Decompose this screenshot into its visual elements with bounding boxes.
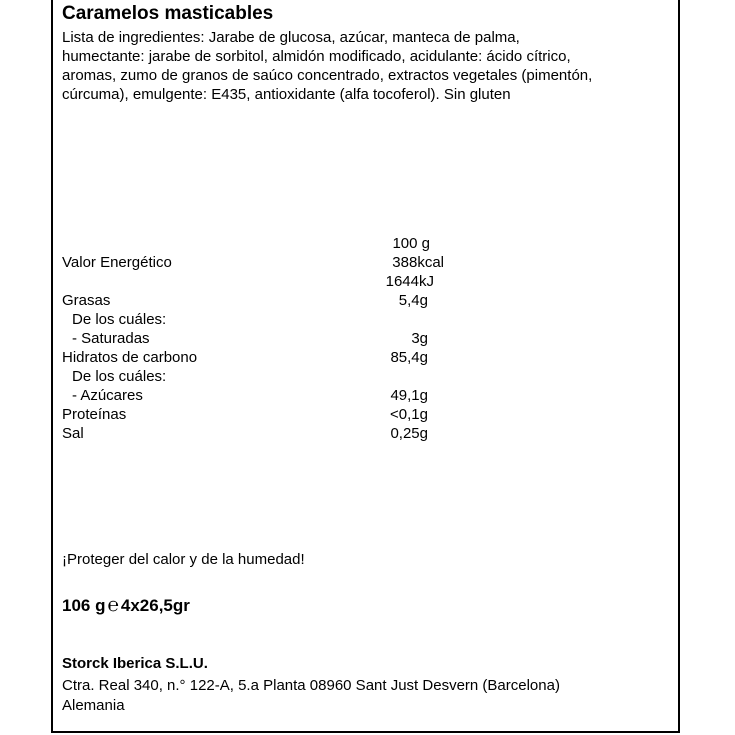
nutrient-value: 49,1g [390, 387, 428, 404]
nutrient-label: Grasas [62, 292, 111, 309]
estimated-sign-icon: ℮ [107, 595, 119, 616]
nutrient-value: 0,25g [390, 425, 428, 442]
nutrition-row [62, 406, 428, 425]
nutrient-value: 3g [411, 330, 428, 347]
company-country: Alemania [62, 697, 125, 714]
net-weight [62, 595, 190, 617]
ingredients-line: aromas, zumo de granos de saúco concentrado, extractos vegetales (pimentón, [62, 67, 593, 84]
nutrition-row [62, 273, 434, 292]
product-title: Caramelos masticables [62, 3, 274, 24]
net-weight-value: 106 g [62, 596, 106, 615]
ingredients-line: cúrcuma), emulgente: E435, antioxidante (alfa tocoferol). Sin gluten [62, 86, 511, 103]
nutrition-header: 100 g [392, 235, 430, 252]
nutrition-row [62, 254, 444, 273]
nutrient-label: De los cuáles: [72, 368, 167, 385]
ingredients-list [62, 28, 662, 104]
nutrition-row [62, 368, 442, 387]
nutrient-value: 85,4g [390, 349, 428, 366]
nutrition-row [62, 330, 428, 349]
nutrition-row [62, 292, 428, 311]
company-name: Storck Iberica S.L.U. [62, 655, 208, 672]
portion-count: 4x26,5gr [120, 596, 190, 615]
nutrient-label: Proteínas [62, 406, 127, 423]
nutrient-value: 5,4g [398, 292, 428, 309]
company-address: Ctra. Real 340, n.° 122-A, 5.a Planta 08960 Sant Just Desvern (Barcelona) [62, 677, 560, 694]
storage-warning: ¡Proteger del calor y de la humedad! [62, 551, 305, 568]
nutrition-header-row [62, 235, 442, 254]
nutrient-value: <0,1g [390, 406, 428, 423]
nutrient-label: - Saturadas [72, 330, 150, 347]
nutrition-row [62, 311, 442, 330]
nutrient-value: 1644kJ [385, 273, 434, 290]
nutrient-label: Sal [62, 425, 84, 442]
nutrition-row [62, 387, 428, 406]
nutrient-label: Valor Energético [62, 254, 172, 271]
nutrition-row [62, 349, 428, 368]
nutrient-label: Hidratos de carbono [62, 349, 198, 366]
ingredients-line: Lista de ingredientes: Jarabe de glucosa, azúcar, manteca de palma, [62, 29, 520, 46]
nutrient-label: - Azúcares [72, 387, 143, 404]
nutrient-value: 388kcal [392, 254, 444, 271]
nutrition-row [62, 425, 428, 444]
ingredients-line: humectante: jarabe de sorbitol, almidón modificado, acidulante: ácido cítrico, [62, 48, 571, 65]
nutrient-label: De los cuáles: [72, 311, 167, 328]
